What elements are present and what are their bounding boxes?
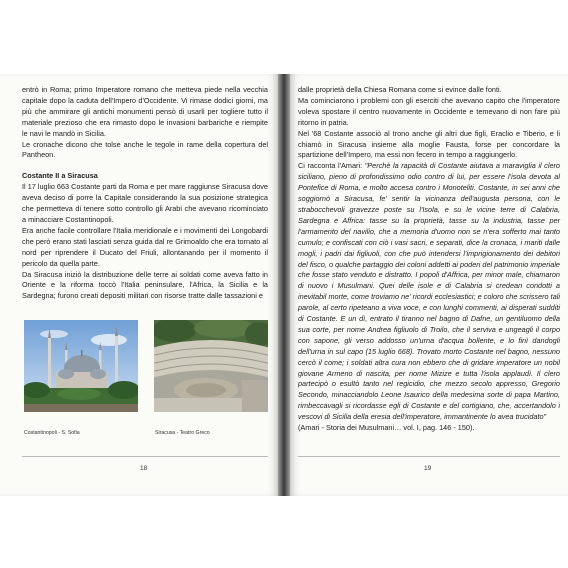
amari-quote: "Perchè la rapacità di Costante aiutava a maraviglia il clero siciliano, pieno di profondissimo odio contro di lui, per essere l'isola devota al Pontefice di Roma, e molto accesa contro i Monoteliti. Costante, in sei anni che soggiornò a Siracusa, fe' sentir la vicinanza dell'augusta persona, con le strabocchevoli gravezze poste su l'Isola, e su le vicine terre di Calabria, Sardegna e Affrica: tasse su la proprietà, tasse su la industria, tasse per l'armamento del navilio, che a memoria d'uomo non se n'era sofferto mai tanto cumulo; e confiscati con ciò i vasi sacri, e separati, dice la cronaca, i mariti dalle mogli, i padri dai figliuoli, con che può intendersi l'imprigionamento dei debitori del fisco, o qualche partaggio dei coloni addetti ai poderi del patrimonio imperiale che fosse stato venduto e distratto. I popoli d'Affrica, per minor male, chiamaron di nuovo i Musulmani. Quei delle isole e di Calabria si credean condotti a inevitabil morte, come troviamo ne' ricordi ecclesiastici; e coloro che scrissero tali parole, al certo ripeteano a viva voce, e con lunghi commenti, ai disperati sudditi di Costante. E un dì, entrato il tiranno nel bagno di Dafne, un gentiluomo della sua corte, per nome Andrea figliuolo di Troilo, che il serviva e ungeagli il corpo con sapone, gli verso addosso un'urna d'acqua bollente, e lo finì dandogli dell'urna in sul capo (15 luglio 668). Trovato morto Costante nel bagno, nessuno cercò il come; i soldati altra cura non ebbero che di gridare imperatore un nobil giovane Armeno di nascita, per nome Mizize e tutta l'isola applaudì. Il clero partecipò o esultò tanto nel regicidio, che mezzo secolo appresso, Gregorio Secondo, minacciandolo Leone Isaurico della medesima sorte di papa Martino, rimbeccavagli si ricordasse egli di Costante e del cortigiano, che, accertandolo i vescovi di Sicilia della eresia dell'imperatore, immantinente lo avea trucidato" — [298, 161, 560, 422]
paragraph: dalle proprietà della Chiesa Romana come si evince dalle fonti. — [298, 85, 502, 94]
greek-theatre-photo — [154, 320, 268, 412]
photo-caption: Costantinopoli - S. Sofia — [24, 430, 80, 436]
citation: (Amari - Storia dei Musulmani… vol. I, pag. 146 - 150). — [298, 423, 475, 433]
book-gutter — [278, 74, 290, 496]
paragraph: entrò in Roma; primo Imperatore romano che metteva piede nella vecchia capitale dopo la caduta dell'Impero d'Occidente. Vi rimase dodici giorni, ma più che ammirare gli antichi monumenti pensò di usarli per togliere tutto il materiale prezioso che era rimasto dopo le invasioni barbariche e riempite le navi le mandò in Sicilia. — [22, 85, 268, 138]
quote-paragraph — [298, 161, 560, 423]
paragraph: Il 17 luglio 663 Costante parti da Roma e per mare raggiunse Siracusa dove aveva deciso di porre la Capitale considerando la sua posizione strategica che permetteva di tenere sotto controllo gli Arabi che avevano ricominciato a minacciare Costantinopoli. — [22, 182, 268, 224]
left-page — [0, 74, 278, 496]
paragraph: Da Siracusa iniziò la distribuzione delle terre ai soldati come aveva fatto in Oriente e la riforma toccò l'Italia peninsulare, l'Africa, la Sicilia e la Sardegna; furono creati depositi militari con risorse tratte dalle tassazioni e — [22, 269, 268, 301]
photo-caption: Siracusa - Teatro Greco — [155, 430, 210, 436]
page-number: 18 — [140, 465, 148, 472]
paragraph: Ma cominciarono i problemi con gli eserciti che avevano capito che l'imperatore voleva spostare il centro nuovamente in Occidente e temevano di non fare più ritorno in patria. — [298, 95, 560, 127]
paragraph: Le cronache dicono che tolse anche le tegole in rame della copertura del Pantheon. — [22, 139, 268, 160]
page-number: 19 — [424, 465, 432, 472]
right-page — [290, 74, 568, 496]
footer-rule — [298, 456, 560, 457]
left-page-text — [22, 85, 268, 302]
book-spread — [0, 74, 568, 496]
hagia-sophia-photo — [24, 320, 138, 412]
footer-rule — [22, 456, 268, 457]
quote-intro: Ci racconta l'Amari: — [298, 161, 365, 171]
paragraph: Era anche facile controllare l'Italia meridionale e i movimenti dei Longobardi che però erano stati lasciati senza guida dal re Grimoaldo che era tornato al nord per riprendere il Ducato del Friuli, allontanando per il momento il pericolo da quella parte. — [22, 225, 268, 268]
section-title: Costante II a Siracusa — [22, 171, 98, 181]
paragraph: Nel '68 Costante associò al trono anche gli altri due figli, Eraclio e Tiberio, e li chiamò in Siracusa insieme alla moglie Fausta, forse per concordare la spartizione dell'Impero, ma essi non fecero in tempo a raggiungerlo. — [298, 128, 560, 160]
right-page-text — [298, 85, 560, 434]
